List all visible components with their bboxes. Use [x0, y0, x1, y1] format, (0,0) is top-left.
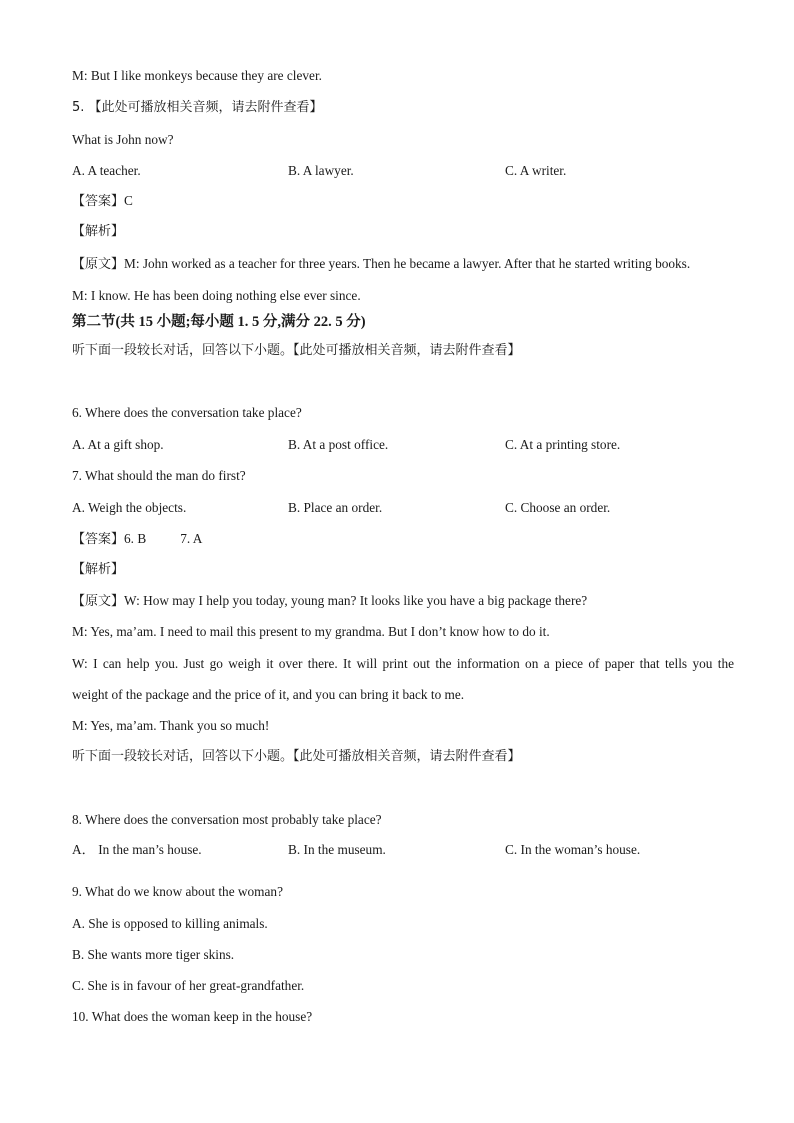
dialogue-line: M: Yes, ma’am. Thank you so much!	[72, 718, 270, 733]
option-a: A. Weigh the objects.	[72, 500, 187, 515]
option-a: A. A teacher.	[72, 163, 141, 178]
question-6: 6. Where does the conversation take place?	[72, 405, 302, 420]
answer-value: 7. A	[180, 531, 203, 546]
option-c: C. She is in favour of her great-grandfather.	[72, 978, 305, 993]
dialogue-line: M: But I like monkeys because they are clever.	[72, 68, 322, 83]
analysis-tag: 【解析】	[72, 562, 125, 577]
option-b: B. Place an order.	[288, 500, 383, 515]
analysis-tag: 【解析】	[72, 224, 125, 239]
transcript-text: M: John worked as a teacher for three years. Then he became a lawyer. After that he started writing books.	[124, 256, 691, 271]
answer-tag: 【答案】	[72, 194, 125, 209]
question-5-options	[72, 162, 752, 180]
answer-6-7	[72, 530, 734, 549]
option-c: C. A writer.	[505, 163, 567, 178]
dialogue-line: W: I can help you. Just go weigh it over there. It will print out the information on a piece of paper that tells you the	[72, 656, 734, 671]
question-8: 8. Where does the conversation most probably take place?	[72, 812, 382, 827]
option-b: B. She wants more tiger skins.	[72, 947, 235, 962]
question-7-options	[72, 499, 752, 517]
question-7: 7. What should the man do first?	[72, 468, 246, 483]
transcript-text: W: How may I help you today, young man? It looks like you have a big package there?	[124, 593, 588, 608]
transcript-tag: 【原文】	[72, 257, 125, 272]
question-8-options	[72, 841, 752, 859]
listening-instruction: 听下面一段较长对话，回答以下小题。【此处可播放相关音频，请去附件查看】	[72, 749, 521, 764]
dialogue-line: M: I know. He has been doing nothing else ever since.	[72, 288, 361, 303]
option-b: B. At a post office.	[288, 437, 389, 452]
dialogue-line-continued: weight of the package and the price of it, and you can bring it back to me.	[72, 687, 465, 702]
listening-instruction: 听下面一段较长对话，回答以下小题。【此处可播放相关音频，请去附件查看】	[72, 343, 521, 358]
answer-5	[72, 192, 734, 211]
option-a: A. She is opposed to killing animals.	[72, 916, 268, 931]
option-c: C. At a printing store.	[505, 437, 621, 452]
dialogue-line: M: Yes, ma’am. I need to mail this present to my grandma. But I don’t know how to do it.	[72, 624, 550, 639]
option-a: A． In the man’s house.	[72, 842, 202, 857]
option-b: B. A lawyer.	[288, 163, 354, 178]
option-a: A. At a gift shop.	[72, 437, 164, 452]
answer-tag: 【答案】	[72, 532, 125, 547]
transcript-line	[72, 255, 734, 274]
section-heading: 第二节(共 15 小题;每小题 1. 5 分,满分 22. 5 分)	[72, 314, 366, 330]
question-10: 10. What does the woman keep in the house?	[72, 1009, 313, 1024]
question-6-options	[72, 436, 752, 454]
answer-value: 6. B	[124, 531, 147, 546]
answer-value: C	[124, 193, 133, 208]
option-c: C. In the woman’s house.	[505, 842, 641, 857]
transcript-tag: 【原文】	[72, 594, 125, 609]
option-c: C. Choose an order.	[505, 500, 611, 515]
question-5-audio-label: 5. 【此处可播放相关音频，请去附件查看】	[72, 100, 323, 115]
question-9: 9. What do we know about the woman?	[72, 884, 283, 899]
transcript-line	[72, 592, 734, 611]
question-5: What is John now?	[72, 132, 174, 147]
option-b: B. In the museum.	[288, 842, 386, 857]
